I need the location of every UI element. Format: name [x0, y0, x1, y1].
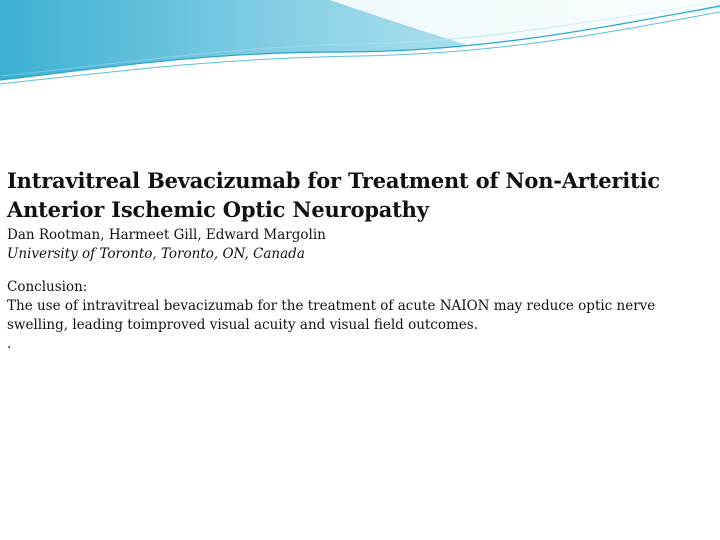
authors-line: Dan Rootman, Harmeet Gill, Edward Margolin — [7, 227, 326, 243]
affiliation-line: University of Toronto, Toronto, ON, Canada — [7, 246, 305, 262]
conclusion-body: The use of intravitreal bevacizumab for the treatment of acute NAION may reduce optic nerve swelling, leading toimproved visual acuity and visual field outcomes. — [7, 298, 656, 333]
header-wave-decoration — [0, 0, 720, 90]
slide-title: Intravitreal Bevacizumab for Treatment of Non-Arteritic Anterior Ischemic Optic Neuropathy — [7, 168, 660, 222]
trailing-period: . — [7, 336, 12, 352]
conclusion-heading: Conclusion: — [7, 279, 88, 295]
slide-content — [7, 166, 707, 354]
